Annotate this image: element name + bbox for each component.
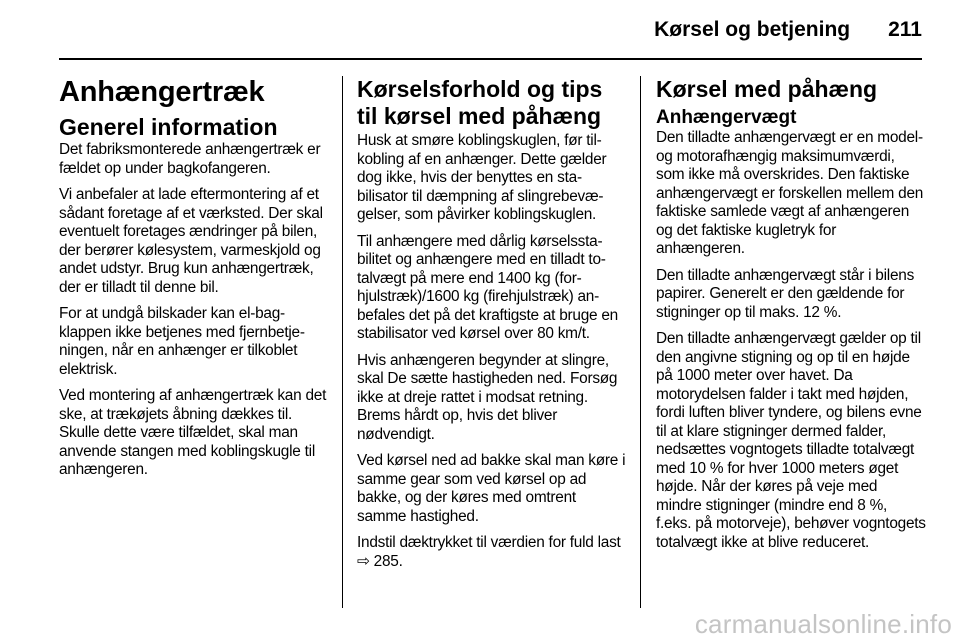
subheading-trailer-weight: Anhængervægt [656,107,797,128]
column-3 [656,76,926,560]
paragraph: Til anhængere med dårlig kørselsstabilitet og anhængere med en tilladt totalvægt på mere end 1400 kg (forhjulstræk)/1600 kg (firehjulstræk) anbefales det på det kraftigste at bruge en stabilisator ved kørsel over 80 km/t. [357,232,618,342]
column-divider [640,76,641,608]
paragraph: Ved montering af anhængertræk kan det ske, at trækøjets åbning dækkes til. Skulle dette være tilfældet, skal man anvende stangen med koblingskugle til anhængeren. [59,387,327,478]
watermark: carmanualsonline.info [694,609,952,639]
page-number: 211 [888,18,922,41]
page-header [654,18,922,46]
chapter-title: Anhængertræk [59,76,265,108]
paragraph: For at undgå bilskader kan el-bagklappen ikke betjenes med fjernbetjeningen, når en anhænger er tilkoblet elektrisk. [59,305,305,378]
section-heading-general: Generel information [59,114,278,140]
paragraph: Den tilladte anhængervægt står i bilens papirer. Generelt er den gældende for stigninger op til maks. 12 %. [656,266,915,321]
paragraph: Vi anbefaler at lade eftermontering af et sådant foretage af et værksted. Der skal eventuelt foretages ændringer på bilen, der berører kølesystem, varmeskjold og andet udstyr. Brug kun anhængertræk, der er tilladt til denne bil. [59,186,323,296]
paragraph: Den tilladte anhængervægt er en model- og motorafhængig maksimumværdi, som ikke må overskrides. Den faktiske anhængervægt er forskellen mellem den faktiske samlede vægt af anhængeren og det faktiske kugletryk for anhængeren. [656,129,924,257]
paragraph: Hvis anhængeren begynder at slingre, skal De sætte hastigheden ned. Forsøg ikke at dreje rattet i modsat retning. Brems hårdt op, hvis det bliver nødvendigt. [357,351,618,443]
header-rule [59,58,922,60]
section-heading-driving-tips: Kørselsforhold og tips til kørsel med påhæng [357,76,603,129]
column-2 [357,76,627,579]
paragraph: Ved kørsel ned ad bakke skal man køre i samme gear som ved kørsel op ad bakke, og der køres med omtrent samme hastighed. [357,452,626,525]
paragraph: Indstil dæktrykket til værdien for fuld last ⇨ 285. [357,534,621,570]
paragraph: Det fabriksmonterede anhængertræk er fældet op under bagkofangeren. [59,141,321,177]
paragraph: Husk at smøre koblingskuglen, før tilkobling af en anhænger. Dette gælder dog ikke, hvis der benyttes en stabilisator til dæmpning af slingrebevægelser, som påvirker koblingskuglen. [357,132,607,223]
column-1 [59,76,327,488]
section-title: Kørsel og betjening [654,18,851,41]
paragraph: Den tilladte anhængervægt gælder op til den angivne stigning og op til en højde på 1000 meter over havet. Da motorydelsen falder i takt med højden, fordi luften bliver tyndere, og bilens evne til at klare stigninger dermed falder, nedsættes vogntogets tilladte totalvægt med 10 % for hver 1000 meters øget højde. Når der køres på veje med mindre stigninger (mindre end 8 %, f.eks. på motorveje), behøver vogntogets totalvægt ikke at blive reduceret. [656,330,926,551]
section-heading-towing: Kørsel med påhæng [656,76,878,102]
column-divider [342,76,343,608]
